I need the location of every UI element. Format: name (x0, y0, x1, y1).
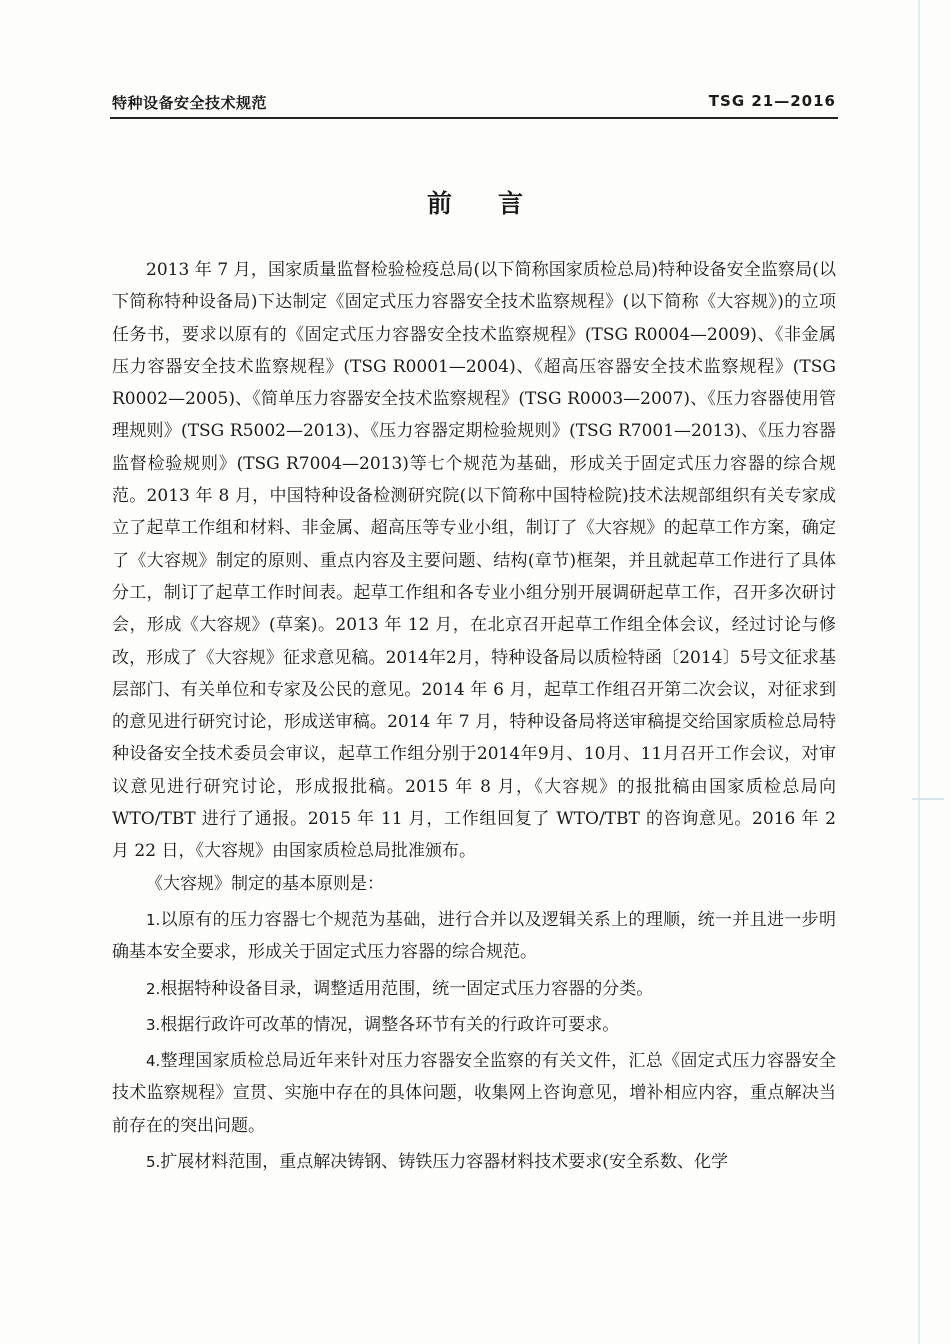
principle-text: 扩展材料范围，重点解决铸钢、铸铁压力容器材料技术要求(安全系数、化学 (160, 1152, 728, 1173)
section-title: 前言 (426, 189, 569, 218)
principle-item-2 (112, 973, 836, 1005)
principle-number: 2. (146, 979, 161, 998)
header-standard-code: TSG 21—2016 (708, 92, 836, 110)
header-series-title: 特种设备安全技术规范 (112, 94, 268, 112)
principle-text: 根据特种设备目录，调整适用范围，统一固定式压力容器的分类。 (160, 978, 654, 999)
principle-text: 根据行政许可改革的情况，调整各环节有关的行政许可要求。 (160, 1014, 620, 1035)
scan-edge-mark (912, 798, 944, 800)
principle-text: 整理国家质检总局近年来针对压力容器安全监察的有关文件，汇总《固定式压力容器安全技术监察规程》宣贯、实施中存在的具体问题，收集网上咨询意见，增补相应内容，重点解决当前存在的突出问题。 (112, 1051, 836, 1136)
principle-item-3 (112, 1009, 836, 1041)
principle-item-1 (112, 904, 836, 969)
principle-number: 4. (146, 1052, 161, 1071)
header-rule (110, 117, 838, 119)
principle-number: 3. (146, 1015, 161, 1034)
principle-number: 5. (146, 1153, 161, 1172)
principle-item-5 (112, 1146, 836, 1178)
body-text (112, 254, 836, 1178)
principle-item-4 (112, 1045, 836, 1142)
principle-number: 1. (146, 910, 161, 929)
paragraph-principles-intro: 《大容规》制定的基本原则是： (146, 873, 384, 894)
running-header (112, 90, 836, 114)
paragraph-history: 2013 年 7 月，国家质量监督检验检疫总局(以下简称国家质检总局)特种设备安全监察局(以下简称特种设备局)下达制定《固定式压力容器安全技术监察规程》(以下简称《大容规》)的立项任务书，要求以原有的《固定式压力容器安全技术监察规程》(TSG R0004—2009)、《非金属压力容器安全技术监察规程》(TSG R0001—2004)、《超高压容器安全技术监察规程》(TSG R0002—2005)、《简单压力容器安全技术监察规程》(TSG R0003—2007)、《压力容器使用管理规则》(TSG R5002—2013)、《压力容器定期检验规则》(TSG R7001—2013)、《压力容器监督检验规则》(TSG R7004—2013)等七个规范为基础，形成关于固定式压力容器的综合规范。2013 年 8 月，中国特种设备检测研究院(以下简称中国特检院)技术法规部组织有关专家成立了起草工作组和材料、非金属、超高压等专业小组，制订了《大容规》的起草工作方案，确定了《大容规》制定的原则、重点内容及主要问题、结构(章节)框架，并且就起草工作进行了具体分工，制订了起草工作时间表。起草工作组和各专业小组分别开展调研起草工作，召开多次研讨会，形成《大容规》(草案)。2013 年 12 月，在北京召开起草工作组全体会议，经过讨论与修改，形成了《大容规》征求意见稿。2014年2月，特种设备局以质检特函〔2014〕5号文征求基层部门、有关单位和专家及公民的意见。2014 年 6 月，起草工作组召开第二次会议，对征求到的意见进行研究讨论，形成送审稿。2014 年 7 月，特种设备局将送审稿提交给国家质检总局特种设备安全技术委员会审议，起草工作组分别于2014年9月、10月、11月召开工作会议，对审议意见进行研究讨论，形成报批稿。2015 年 8 月，《大容规》的报批稿由国家质检总局向 WTO/TBT 进行了通报。2015 年 11 月，工作组回复了 WTO/TBT 的咨询意见。2016 年 2 月 22 日，《大容规》由国家质检总局批准颁布。 (112, 260, 836, 862)
principle-text: 以原有的压力容器七个规范为基础，进行合并以及逻辑关系上的理顺，统一并且进一步明确基本安全要求，形成关于固定式压力容器的综合规范。 (112, 909, 836, 963)
